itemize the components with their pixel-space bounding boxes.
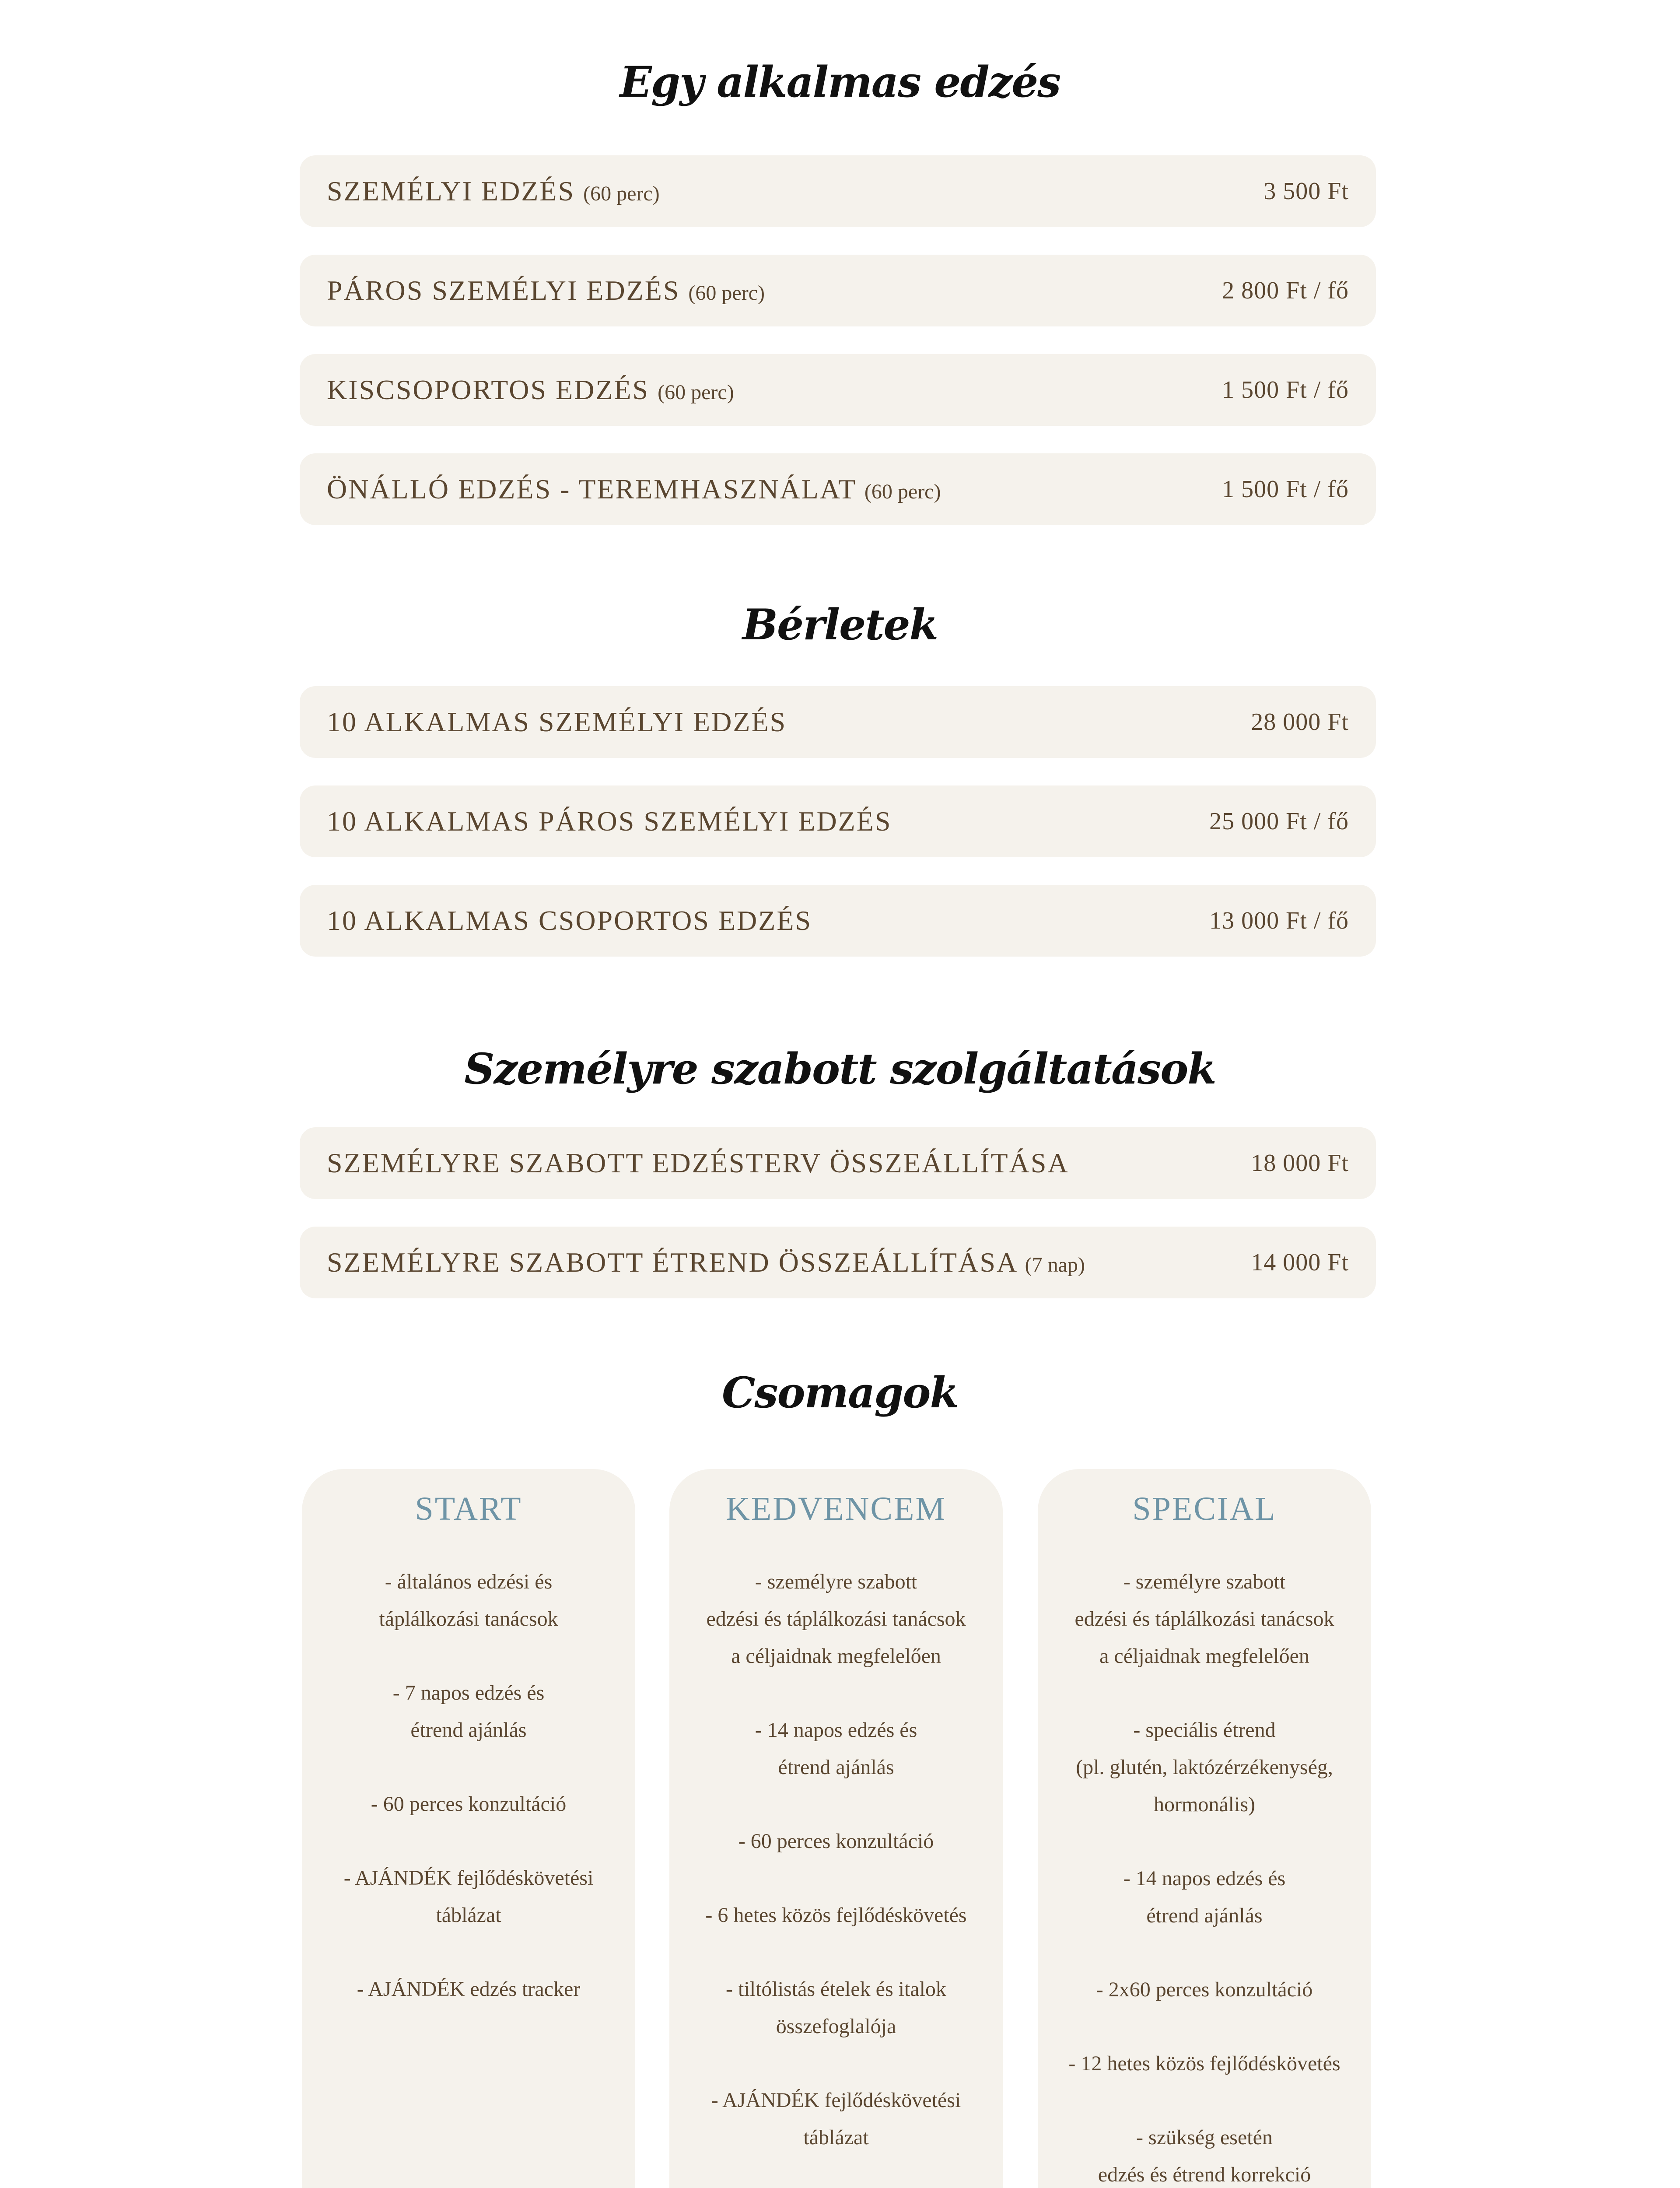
price-row [300, 1127, 1376, 1199]
price-row [300, 255, 1376, 326]
row-price: 25 000 Ft / fő [1209, 808, 1349, 835]
row-note: (60 perc) [658, 381, 734, 404]
row-price: 1 500 Ft / fő [1222, 376, 1349, 403]
price-row [300, 785, 1376, 857]
row-label: 10 ALKALMAS PÁROS SZEMÉLYI EDZÉS [327, 806, 892, 837]
package-features [302, 1563, 635, 2044]
row-price: 14 000 Ft [1251, 1249, 1349, 1276]
row-label: 10 ALKALMAS SZEMÉLYI EDZÉS [327, 706, 787, 737]
row-price: 3 500 Ft [1264, 178, 1349, 205]
row-label: ÖNÁLLÓ EDZÉS - TEREMHASZNÁLAT (60 perc) [327, 473, 941, 505]
row-price: 1 500 Ft / fő [1222, 476, 1349, 503]
package-feature: - AJÁNDÉK fejlődéskövetési táblázat [343, 1866, 594, 1927]
row-label: PÁROS SZEMÉLYI EDZÉS (60 perc) [327, 275, 765, 306]
row-label: 10 ALKALMAS CSOPORTOS EDZÉS [327, 905, 812, 936]
price-row [300, 885, 1376, 957]
package-feature: - AJÁNDÉK edzés tracker [357, 1978, 581, 2001]
row-price: 2 800 Ft / fő [1222, 277, 1349, 304]
package-feature: - speciális étrend (pl. glutén, laktózérzékenység, hormonális) [1076, 1718, 1333, 1816]
row-price: 28 000 Ft [1251, 708, 1349, 736]
price-row [300, 1227, 1376, 1298]
package-card-kedvencem [669, 1469, 1003, 2188]
package-name: START [415, 1490, 522, 1527]
row-note: (60 perc) [864, 480, 941, 503]
section-title-custom: Személyre szabott szolgáltatások [464, 1044, 1216, 1094]
package-feature: - általános edzési és táplálkozási tanácsok [379, 1570, 558, 1630]
package-features [1038, 1563, 1371, 2188]
price-row [300, 453, 1376, 525]
package-feature: - 2x60 perces konzultáció [1096, 1978, 1313, 2001]
price-row [300, 354, 1376, 426]
package-feature: - személyre szabott edzési és táplálkozási tanácsok a céljaidnak megfelelően [1074, 1570, 1334, 1668]
package-name: SPECIAL [1132, 1490, 1277, 1527]
section-title-packages: Csomagok [722, 1368, 958, 1417]
row-note: (60 perc) [688, 281, 765, 305]
row-label: SZEMÉLYI EDZÉS (60 perc) [327, 175, 660, 207]
price-row [300, 686, 1376, 758]
package-feature: - AJÁNDÉK fejlődéskövetési táblázat [711, 2089, 961, 2149]
package-feature: - 60 perces konzultáció [738, 1830, 934, 1853]
package-feature: - 12 hetes közös fejlődéskövetés [1068, 2052, 1340, 2075]
row-label: KISCSOPORTOS EDZÉS (60 perc) [327, 374, 734, 405]
package-feature: - szükség esetén edzés és étrend korrekció [1098, 2126, 1311, 2186]
section-title-single: Egy alkalmas edzés [620, 57, 1060, 107]
row-note: (7 nap) [1025, 1253, 1085, 1276]
package-card-start [302, 1469, 635, 2188]
package-feature: - 14 napos edzés és étrend ajánlás [755, 1718, 917, 1779]
package-feature: - tiltólistás ételek és italok összefoglalója [726, 1978, 946, 2038]
package-feature: - 6 hetes közös fejlődéskövetés [705, 1904, 967, 1927]
price-row [300, 155, 1376, 227]
package-feature: - 14 napos edzés és étrend ajánlás [1123, 1867, 1286, 1927]
package-features [669, 1563, 1003, 2188]
package-name: KEDVENCEM [725, 1490, 947, 1527]
row-price: 18 000 Ft [1251, 1150, 1349, 1177]
row-price: 13 000 Ft / fő [1209, 907, 1349, 934]
package-feature: - személyre szabott edzési és táplálkozási tanácsok a céljaidnak megfelelően [706, 1570, 966, 1668]
row-label: SZEMÉLYRE SZABOTT ÉTREND ÖSSZEÁLLÍTÁSA (7 nap) [327, 1247, 1085, 1278]
package-feature: - 60 perces konzultáció [371, 1792, 567, 1816]
row-label: SZEMÉLYRE SZABOTT EDZÉSTERV ÖSSZEÁLLÍTÁSA [327, 1147, 1069, 1178]
package-feature: - 7 napos edzés és étrend ajánlás [392, 1681, 545, 1742]
row-note: (60 perc) [583, 182, 660, 205]
section-title-passes: Bérletek [742, 600, 938, 649]
package-card-special [1038, 1469, 1371, 2188]
